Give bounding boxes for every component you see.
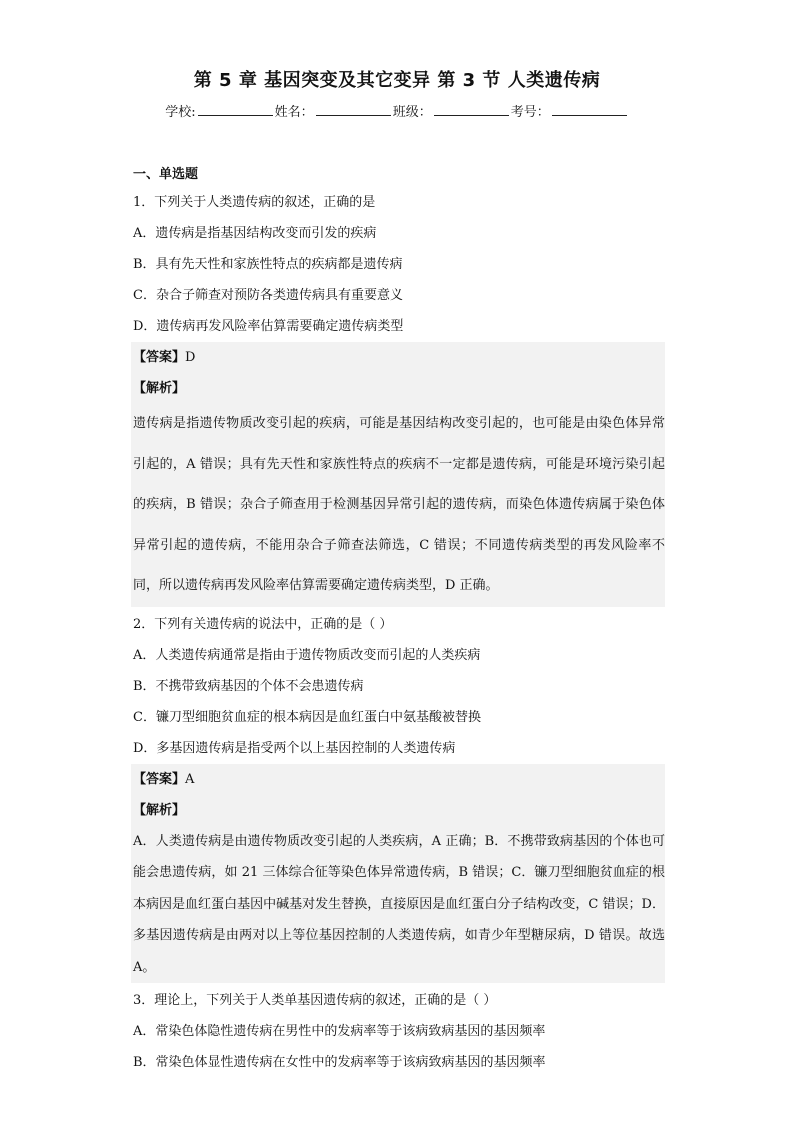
class-blank[interactable] — [434, 103, 509, 116]
question-2-analysis-heading — [133, 795, 665, 826]
question-2-answer — [133, 764, 665, 795]
question-1-option-d: D．遗传病再发风险率估算需要确定遗传病类型 — [133, 319, 404, 334]
answer-value: D — [185, 350, 196, 365]
question-3-stem: 3．理论上，下列关于人类单基因遗传病的叙述，正确的是（ ） — [133, 993, 497, 1008]
answer-label: 【答案】 — [133, 771, 186, 787]
answer-value: A — [185, 771, 195, 787]
question-2-option-d: D．多基因遗传病是指受两个以上基因控制的人类遗传病 — [133, 740, 456, 756]
question-1-option-b: B．具有先天性和家族性特点的疾病都是遗传病 — [133, 257, 403, 272]
section-heading: 一、单选题 — [133, 167, 199, 182]
analysis-label: 【解析】 — [133, 802, 186, 818]
school-label: 学校: — [165, 105, 196, 120]
question-3-option-b: B．常染色体显性遗传病在女性中的发病率等于该病致病基因的基因频率 — [133, 1055, 546, 1070]
answer-label: 【答案】 — [133, 350, 186, 365]
exam-number-blank[interactable] — [552, 103, 627, 116]
name-label: 姓名： — [274, 105, 314, 120]
class-label: 班级： — [392, 105, 432, 120]
analysis-label: 【解析】 — [133, 381, 186, 396]
question-1-answer — [133, 342, 665, 373]
question-2-option-a: A．人类遗传病通常是指由于遗传物质改变而引起的人类疾病 — [133, 647, 481, 663]
question-2-option-b: B．不携带致病基因的个体不会患遗传病 — [133, 678, 364, 694]
question-1-analysis-block — [131, 342, 665, 607]
name-blank[interactable] — [316, 103, 391, 116]
question-2-analysis-block — [131, 764, 665, 984]
question-1-option-a: A．遗传病是指基因结构改变而引发的疾病 — [133, 226, 377, 241]
question-1-stem: 1．下列关于人类遗传病的叙述，正确的是 — [133, 195, 376, 210]
question-1-option-c: C．杂合子筛查对预防各类遗传病具有重要意义 — [133, 288, 403, 303]
question-1-analysis-heading — [133, 373, 665, 404]
question-2-option-c: C．镰刀型细胞贫血症的根本病因是血红蛋白中氨基酸被替换 — [133, 709, 481, 725]
exam-number-label: 考号： — [510, 105, 550, 120]
page-title: 第 5 章 基因突变及其它变异 第 3 节 人类遗传病 — [193, 70, 601, 91]
question-3-option-a: A．常染色体隐性遗传病在男性中的发病率等于该病致病基因的基因频率 — [133, 1024, 546, 1039]
question-1-analysis-text: 遗传病是指遗传物质改变引起的疾病，可能是基因结构改变引起的，也可能是由染色体异常引起的，A 错误；具有先天性和家族性特点的疾病不一定都是遗传病，可能是环境污染引起的疾病，B 错误；杂合子筛查用于检测基因异常引起的遗传病，而染色体遗传病属于染色体异常引起的遗传病，不能用杂合子筛查法筛选，C 错误；不同遗传病类型的再发风险率不同，所以遗传病再发风险率估算需要确定遗传病类型，D 正确。 — [133, 416, 665, 593]
question-list — [133, 165, 663, 1078]
question-2-analysis-text: A．人类遗传病是由遗传物质改变引起的人类疾病，A 正确；B．不携带致病基因的个体也可能会患遗传病，如 21 三体综合征等染色体异常遗传病，B 错误；C．镰刀型细胞贫血症的根本病因是血红蛋白基因中碱基对发生替换，直接原因是血红蛋白分子结构改变，C 错误；D．多基因遗传病是由两对以上等位基因控制的人类遗传病，如青少年型糖尿病，D 错误。故选 A。 — [133, 833, 665, 975]
question-2-stem: 2．下列有关遗传病的说法中，正确的是（ ） — [133, 616, 393, 632]
school-blank[interactable] — [198, 103, 273, 116]
student-info-line — [0, 101, 794, 120]
